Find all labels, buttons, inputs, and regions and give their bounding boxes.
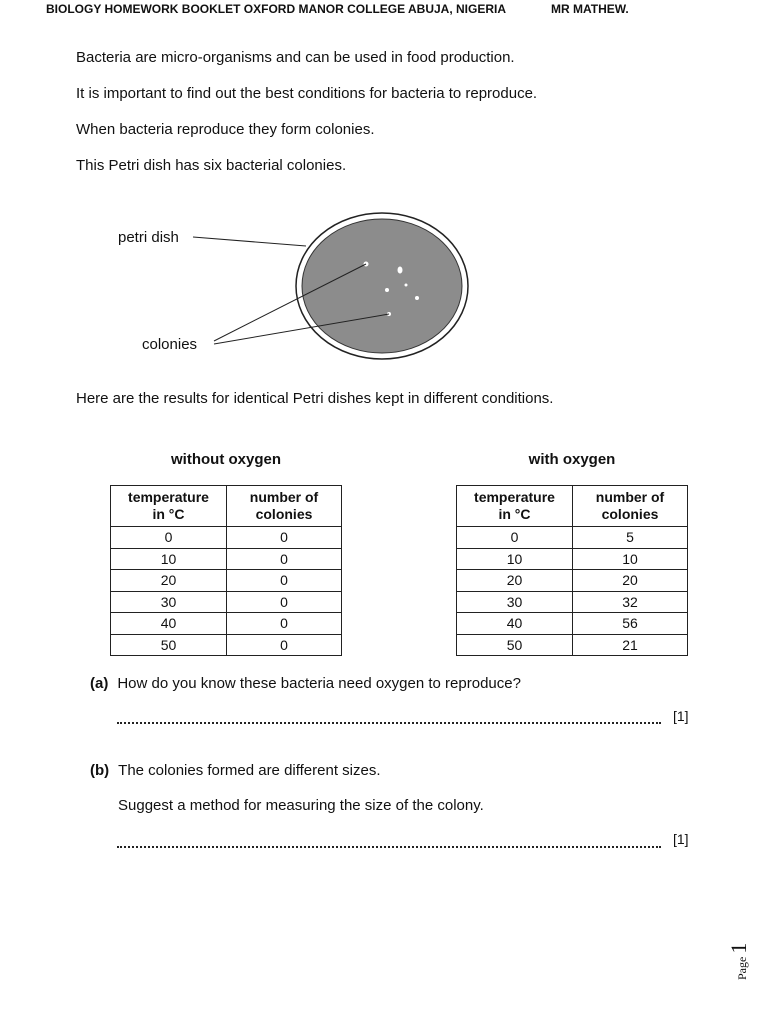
- question-a: [90, 675, 521, 692]
- table-cell: 40: [457, 613, 573, 635]
- intro-line-3: When bacteria reproduce they form colonies.: [76, 121, 375, 138]
- table-row: [457, 613, 688, 635]
- answer-line-a[interactable]: [117, 722, 661, 724]
- table-row: [111, 527, 342, 549]
- table-cell: 10: [457, 548, 573, 570]
- petri-dish-diagram: [100, 200, 500, 380]
- table-cell: 0: [227, 634, 342, 656]
- header-title: BIOLOGY HOMEWORK BOOKLET OXFORD MANOR COLLEGE ABUJA, NIGERIA: [46, 2, 507, 16]
- colony: [398, 267, 403, 274]
- table-cell: 5: [573, 527, 688, 549]
- marks-a: [1]: [673, 708, 689, 724]
- colony: [405, 284, 408, 287]
- table-cell: 0: [227, 570, 342, 592]
- intro-line-1: Bacteria are micro-organisms and can be used in food production.: [76, 49, 515, 66]
- table-cell: 0: [227, 548, 342, 570]
- petri-dish-illustration: [100, 200, 500, 380]
- table-row: [457, 570, 688, 592]
- answer-line-b[interactable]: [117, 846, 661, 848]
- marks-b: [1]: [673, 831, 689, 847]
- intro-line-4: This Petri dish has six bacterial colonies.: [76, 157, 347, 174]
- table-cell: 30: [111, 591, 227, 613]
- table-row: [457, 548, 688, 570]
- table-without-oxygen: [110, 485, 342, 656]
- page-number-value: 1: [726, 942, 751, 954]
- table-row: [457, 591, 688, 613]
- table-cell: 20: [111, 570, 227, 592]
- table-header-row: [457, 486, 688, 527]
- question-b-text: The colonies formed are different sizes.: [118, 762, 381, 779]
- column-header: number of colonies: [573, 486, 688, 527]
- table-cell: 0: [227, 527, 342, 549]
- table-cell: 20: [573, 570, 688, 592]
- table-cell: 0: [111, 527, 227, 549]
- table-cell: 0: [227, 613, 342, 635]
- question-b-letter: (b): [90, 762, 110, 779]
- petri-dish-agar: [302, 219, 462, 353]
- table-with-oxygen: [456, 485, 688, 656]
- results-intro: Here are the results for identical Petri dishes kept in different conditions.: [76, 390, 554, 407]
- table-cell: 30: [457, 591, 573, 613]
- question-b: [90, 762, 381, 779]
- table-row: [457, 527, 688, 549]
- table-cell: 0: [457, 527, 573, 549]
- table-cell: 10: [111, 548, 227, 570]
- table-row: [457, 634, 688, 656]
- header-teacher: MR MATHEW.: [551, 2, 629, 16]
- table-cell: 0: [227, 591, 342, 613]
- table-cell: 40: [111, 613, 227, 635]
- table-cell: 10: [573, 548, 688, 570]
- column-header: temperature in °C: [111, 486, 227, 527]
- petri-dish-label: petri dish: [118, 229, 179, 246]
- table-header-row: [111, 486, 342, 527]
- table-row: [111, 591, 342, 613]
- table-row: [111, 613, 342, 635]
- table-cell: 56: [573, 613, 688, 635]
- question-a-text: How do you know these bacteria need oxygen to reproduce?: [117, 675, 521, 692]
- intro-line-2: It is important to find out the best conditions for bacteria to reproduce.: [76, 85, 538, 102]
- column-header: temperature in °C: [457, 486, 573, 527]
- table-row: [111, 570, 342, 592]
- colony: [385, 288, 389, 292]
- question-a-letter: (a): [90, 675, 109, 692]
- table-without-caption: without oxygen: [171, 451, 281, 468]
- column-header: number of colonies: [227, 486, 342, 527]
- table-cell: 50: [111, 634, 227, 656]
- table-cell: 32: [573, 591, 688, 613]
- page-number: [726, 920, 766, 980]
- colony: [415, 296, 419, 300]
- table-row: [111, 634, 342, 656]
- table-cell: 21: [573, 634, 688, 656]
- page-label: Page: [735, 956, 749, 980]
- table-cell: 20: [457, 570, 573, 592]
- table-with-caption: with oxygen: [528, 451, 616, 468]
- question-b-text-2: Suggest a method for measuring the size of the colony.: [118, 797, 484, 814]
- colonies-label: colonies: [142, 336, 198, 353]
- petri-dish-leader-line: [193, 237, 306, 246]
- table-cell: 50: [457, 634, 573, 656]
- table-row: [111, 548, 342, 570]
